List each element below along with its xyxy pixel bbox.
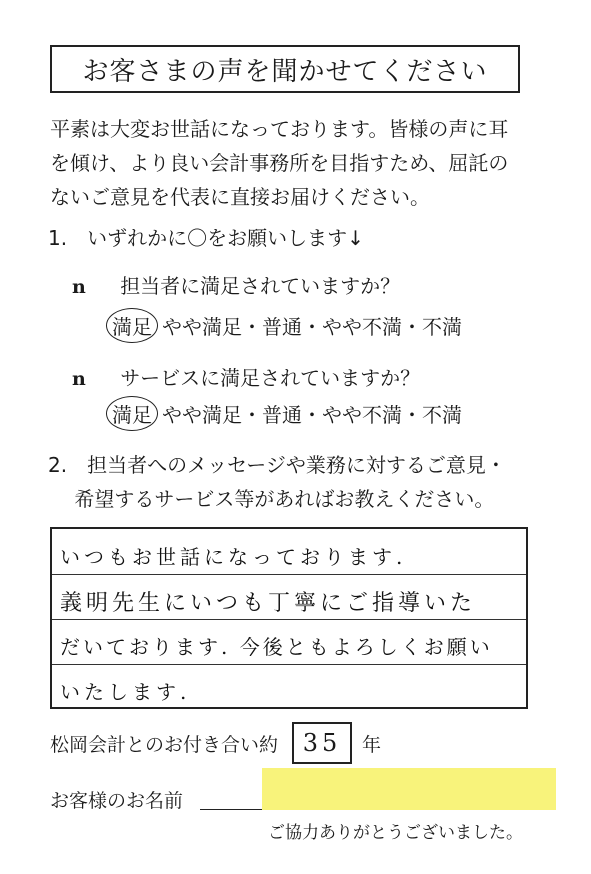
bullet-marker: n — [72, 276, 86, 298]
question-text: 担当者に満足されていますか？ — [120, 274, 401, 298]
handwritten-comment-line: いつもお世話になっております. — [60, 545, 407, 569]
question-1-label: 1. いずれかに〇をお願いします↓ — [48, 226, 364, 250]
selected-option-circled[interactable]: 満足 — [106, 308, 158, 343]
years-unit: 年 — [362, 733, 382, 756]
ruled-line — [52, 664, 526, 665]
question-text: サービスに満足されていますか？ — [120, 366, 421, 390]
relationship-years-row — [50, 722, 381, 764]
staff-satisfaction-options — [106, 308, 462, 343]
ruled-line — [52, 619, 526, 620]
years-value-box[interactable]: 35 — [292, 722, 352, 764]
staff-satisfaction-question — [72, 270, 400, 299]
handwritten-comment-line: だいております. 今後ともよろしくお願い — [60, 635, 493, 659]
other-options[interactable]: やや満足・普通・やや不満・不満 — [162, 403, 462, 427]
intro-line: を傾け、より良い会計事務所を目指すため、屈託の — [50, 151, 509, 175]
bullet-marker: n — [72, 368, 86, 390]
intro-text — [50, 112, 540, 214]
ruled-line — [52, 574, 526, 575]
handwritten-comment-line: いたします. — [60, 680, 191, 704]
question-2-line: 2. 担当者へのメッセージや業務に対するご意見・ — [48, 453, 506, 477]
comment-box[interactable] — [50, 527, 528, 709]
intro-line: ないご意見を代表に直接お届けください。 — [50, 185, 430, 209]
service-satisfaction-options — [106, 396, 462, 431]
handwritten-comment-line: 義明先生にいつも丁寧にご指導いた — [60, 591, 477, 616]
thanks-text: ご協力ありがとうございました。 — [268, 823, 523, 843]
survey-title: お客さまの声を聞かせてください — [50, 45, 520, 93]
relationship-label: 松岡会計とのお付き合い約 — [50, 733, 279, 756]
selected-option-circled[interactable]: 満足 — [106, 396, 158, 431]
service-satisfaction-question — [72, 362, 420, 391]
question-2 — [48, 448, 506, 516]
customer-name-redaction[interactable] — [262, 768, 556, 810]
question-2-line: 希望するサービス等があればお教えください。 — [48, 487, 495, 511]
customer-name-label: お客様のお名前 — [50, 790, 184, 812]
intro-line: 平素は大変お世話になっております。皆様の声に耳 — [50, 117, 509, 141]
other-options[interactable]: やや満足・普通・やや不満・不満 — [162, 315, 462, 339]
